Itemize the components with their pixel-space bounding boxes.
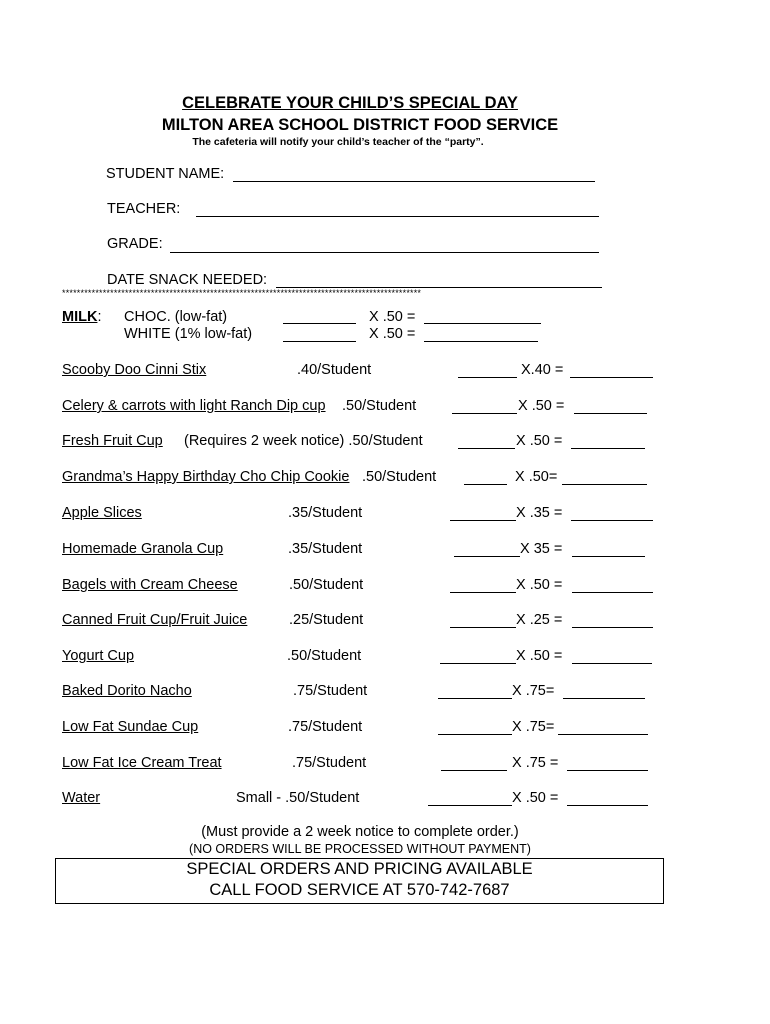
item-price: .40/Student bbox=[297, 362, 372, 378]
item-qty[interactable] bbox=[458, 448, 515, 449]
item-mult: X .50 = bbox=[518, 398, 565, 414]
separator: ************************************************************************************************* bbox=[62, 288, 422, 298]
item-total[interactable] bbox=[571, 448, 645, 449]
item-mult: X 35 = bbox=[520, 541, 563, 557]
item-total[interactable] bbox=[567, 805, 648, 806]
grade-label: GRADE: bbox=[107, 236, 163, 252]
item-price: .50/Student bbox=[289, 577, 364, 593]
item-qty[interactable] bbox=[450, 627, 516, 628]
item-mult: X .50 = bbox=[516, 433, 563, 449]
item-qty[interactable] bbox=[438, 734, 512, 735]
item-name: Low Fat Ice Cream Treat bbox=[62, 755, 222, 771]
milk-choc-mult: X .50 = bbox=[369, 309, 416, 325]
item-name: Canned Fruit Cup/Fruit Juice bbox=[62, 612, 248, 628]
item-name: Apple Slices bbox=[62, 505, 142, 521]
item-price: .75/Student bbox=[293, 683, 368, 699]
item-price: Small - .50/Student bbox=[236, 790, 360, 806]
item-name: Scooby Doo Cinni Stix bbox=[62, 362, 207, 378]
item-total[interactable] bbox=[572, 627, 653, 628]
item-total[interactable] bbox=[571, 520, 653, 521]
milk-white-qty[interactable] bbox=[283, 341, 356, 342]
milk-white-total[interactable] bbox=[424, 341, 538, 342]
item-mult: X .50 = bbox=[516, 577, 563, 593]
item-total[interactable] bbox=[558, 734, 648, 735]
item-mult: X .75 = bbox=[512, 755, 559, 771]
item-name: Water bbox=[62, 790, 101, 806]
student-name-label: STUDENT NAME: bbox=[106, 166, 225, 182]
date-needed-label: DATE SNACK NEEDED: bbox=[107, 272, 268, 288]
advance-notice: (Must provide a 2 week notice to complete order.) bbox=[201, 824, 519, 840]
teacher-label: TEACHER: bbox=[107, 201, 181, 217]
item-price: .50/Student bbox=[362, 469, 437, 485]
item-price: .35/Student bbox=[288, 505, 363, 521]
milk-white-mult: X .50 = bbox=[369, 326, 416, 342]
special-orders-box bbox=[55, 858, 664, 904]
special-orders-text: SPECIAL ORDERS AND PRICING AVAILABLE bbox=[186, 860, 533, 878]
item-total[interactable] bbox=[574, 413, 647, 414]
milk-choc-qty[interactable] bbox=[283, 323, 356, 324]
item-mult: X .50 = bbox=[512, 790, 559, 806]
notice-text: The cafeteria will notify your child’s teacher of the “party”. bbox=[192, 136, 484, 148]
item-name: Celery & carrots with light Ranch Dip cup bbox=[62, 398, 326, 414]
item-total[interactable] bbox=[563, 698, 645, 699]
item-name: Baked Dorito Nacho bbox=[62, 683, 192, 699]
milk-white-label: WHITE (1% low-fat) bbox=[124, 326, 253, 342]
item-mult: X.40 = bbox=[521, 362, 564, 378]
teacher-field[interactable] bbox=[196, 216, 599, 217]
item-qty[interactable] bbox=[438, 698, 512, 699]
item-name: Fresh Fruit Cup bbox=[62, 433, 163, 449]
item-name: Yogurt Cup bbox=[62, 648, 135, 664]
item-price: .25/Student bbox=[289, 612, 364, 628]
item-qty[interactable] bbox=[440, 663, 516, 664]
item-mult: X .50 = bbox=[516, 648, 563, 664]
milk-choc-label: CHOC. (low-fat) bbox=[124, 309, 228, 325]
item-price: .35/Student bbox=[288, 541, 363, 557]
item-qty[interactable] bbox=[458, 377, 517, 378]
student-name-field[interactable] bbox=[233, 181, 595, 182]
grade-field[interactable] bbox=[170, 252, 599, 253]
item-qty[interactable] bbox=[428, 805, 512, 806]
item-total[interactable] bbox=[572, 556, 645, 557]
item-qty[interactable] bbox=[454, 556, 520, 557]
item-price: (Requires 2 week notice) .50/Student bbox=[184, 433, 423, 449]
item-mult: X .75= bbox=[512, 719, 555, 735]
item-name: Grandma’s Happy Birthday Cho Chip Cookie bbox=[62, 469, 350, 485]
item-total[interactable] bbox=[567, 770, 648, 771]
item-total[interactable] bbox=[562, 484, 647, 485]
milk-choc-total[interactable] bbox=[424, 323, 541, 324]
item-mult: X .50= bbox=[515, 469, 558, 485]
item-name: Homemade Granola Cup bbox=[62, 541, 224, 557]
item-price: .50/Student bbox=[342, 398, 417, 414]
item-total[interactable] bbox=[570, 377, 653, 378]
milk-heading: MILK: bbox=[62, 309, 102, 325]
item-qty[interactable] bbox=[450, 520, 516, 521]
item-mult: X .35 = bbox=[516, 505, 563, 521]
item-qty[interactable] bbox=[450, 592, 516, 593]
district-name: MILTON AREA SCHOOL DISTRICT FOOD SERVICE bbox=[161, 116, 559, 134]
item-total[interactable] bbox=[572, 592, 653, 593]
item-mult: X .25 = bbox=[516, 612, 563, 628]
phone-text: CALL FOOD SERVICE AT 570-742-7687 bbox=[209, 881, 510, 899]
item-mult: X .75= bbox=[512, 683, 555, 699]
item-price: .50/Student bbox=[287, 648, 362, 664]
item-qty[interactable] bbox=[464, 484, 507, 485]
item-price: .75/Student bbox=[288, 719, 363, 735]
item-name: Bagels with Cream Cheese bbox=[62, 577, 238, 593]
item-qty[interactable] bbox=[452, 413, 517, 414]
payment-notice: (NO ORDERS WILL BE PROCESSED WITHOUT PAYMENT) bbox=[189, 842, 531, 856]
item-price: .75/Student bbox=[292, 755, 367, 771]
item-name: Low Fat Sundae Cup bbox=[62, 719, 199, 735]
form-title: CELEBRATE YOUR CHILD’S SPECIAL DAY bbox=[182, 94, 518, 112]
item-qty[interactable] bbox=[441, 770, 507, 771]
item-total[interactable] bbox=[572, 663, 652, 664]
